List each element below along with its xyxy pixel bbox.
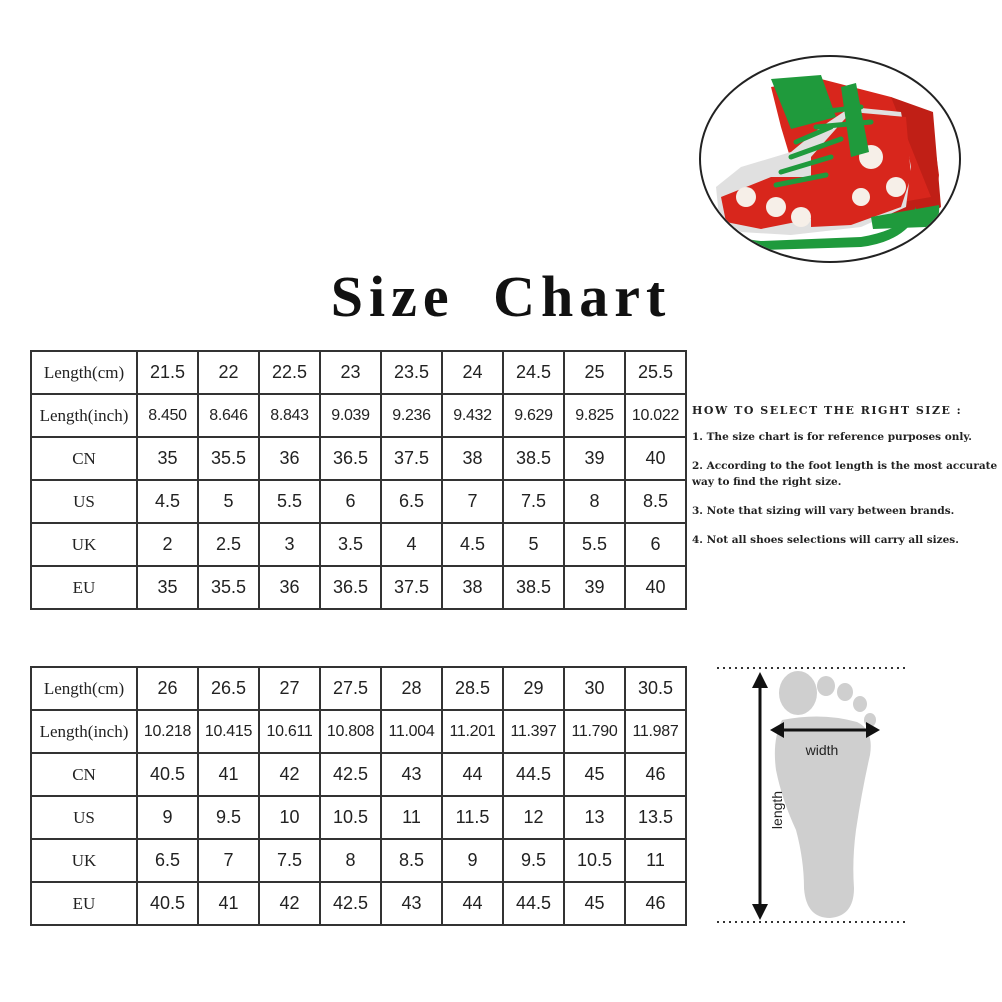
table-cell: 42.5 <box>320 753 381 796</box>
table-cell: 30.5 <box>625 667 686 710</box>
table-cell: 22.5 <box>259 351 320 394</box>
table-cell: 9.825 <box>564 394 625 437</box>
table-cell: 45 <box>564 753 625 796</box>
table-cell: 46 <box>625 753 686 796</box>
table-cell: 6.5 <box>381 480 442 523</box>
table-cell: 10.808 <box>320 710 381 753</box>
table-cell: 44.5 <box>503 882 564 925</box>
table-cell: 35 <box>137 437 198 480</box>
table-cell: 9.5 <box>198 796 259 839</box>
table-cell: 9.629 <box>503 394 564 437</box>
table-cell: 5 <box>198 480 259 523</box>
table-cell: 21.5 <box>137 351 198 394</box>
table-cell: 39 <box>564 566 625 609</box>
table-cell: 9.236 <box>381 394 442 437</box>
table-cell: 9 <box>137 796 198 839</box>
table-cell: 9.039 <box>320 394 381 437</box>
table-cell: 6 <box>320 480 381 523</box>
table-cell: 9.5 <box>503 839 564 882</box>
table-cell: 3.5 <box>320 523 381 566</box>
table-cell: 4 <box>381 523 442 566</box>
instruction-item: 1. The size chart is for reference purposes only. <box>692 431 972 443</box>
table-cell: 43 <box>381 882 442 925</box>
table-cell: 11.397 <box>503 710 564 753</box>
row-header: US <box>31 480 137 523</box>
table-cell: 11.987 <box>625 710 686 753</box>
table-cell: 7.5 <box>259 839 320 882</box>
table-cell: 40 <box>625 437 686 480</box>
row-header: CN <box>31 753 137 796</box>
table-cell: 42 <box>259 753 320 796</box>
row-header: EU <box>31 566 137 609</box>
width-label: width <box>805 742 839 758</box>
row-header: Length(inch) <box>31 394 137 437</box>
table-cell: 11.004 <box>381 710 442 753</box>
table-cell: 45 <box>564 882 625 925</box>
table-cell: 28.5 <box>442 667 503 710</box>
table-row <box>31 523 686 566</box>
table-cell: 30 <box>564 667 625 710</box>
table-cell: 11 <box>625 839 686 882</box>
table-cell: 44 <box>442 882 503 925</box>
table-row <box>31 753 686 796</box>
size-table-large <box>30 666 687 926</box>
table-cell: 10.022 <box>625 394 686 437</box>
size-table-small <box>30 350 687 610</box>
table-cell: 8.5 <box>381 839 442 882</box>
table-cell: 10.611 <box>259 710 320 753</box>
table-cell: 38 <box>442 566 503 609</box>
table-cell: 8.646 <box>198 394 259 437</box>
table-cell: 36.5 <box>320 437 381 480</box>
table-cell: 13.5 <box>625 796 686 839</box>
table-cell: 3 <box>259 523 320 566</box>
table-cell: 38 <box>442 437 503 480</box>
table-cell: 39 <box>564 437 625 480</box>
table-cell: 9.432 <box>442 394 503 437</box>
table-cell: 44 <box>442 753 503 796</box>
table-cell: 10.415 <box>198 710 259 753</box>
instruction-item: 4. Not all shoes selections will carry all sizes. <box>692 534 959 546</box>
table-cell: 6.5 <box>137 839 198 882</box>
table-cell: 5.5 <box>259 480 320 523</box>
table-cell: 8.5 <box>625 480 686 523</box>
table-cell: 29 <box>503 667 564 710</box>
table-cell: 40.5 <box>137 753 198 796</box>
table-cell: 41 <box>198 882 259 925</box>
table-cell: 37.5 <box>381 437 442 480</box>
table-cell: 11.5 <box>442 796 503 839</box>
table-cell: 8.843 <box>259 394 320 437</box>
table-cell: 8 <box>564 480 625 523</box>
table-cell: 40.5 <box>137 882 198 925</box>
table-row <box>31 839 686 882</box>
footprint-icon <box>775 671 876 918</box>
table-cell: 24 <box>442 351 503 394</box>
table-cell: 10.218 <box>137 710 198 753</box>
table-row <box>31 882 686 925</box>
table-cell: 46 <box>625 882 686 925</box>
table-cell: 35.5 <box>198 566 259 609</box>
product-image <box>699 55 961 263</box>
table-cell: 11.790 <box>564 710 625 753</box>
row-header: EU <box>31 882 137 925</box>
table-cell: 11 <box>381 796 442 839</box>
table-row <box>31 796 686 839</box>
table-cell: 36.5 <box>320 566 381 609</box>
table-cell: 4.5 <box>137 480 198 523</box>
instruction-item: 3. Note that sizing will vary between brands. <box>692 505 955 517</box>
table-cell: 26 <box>137 667 198 710</box>
table-cell: 8.450 <box>137 394 198 437</box>
row-header: Length(inch) <box>31 710 137 753</box>
length-label: length <box>769 790 785 830</box>
row-header: Length(cm) <box>31 667 137 710</box>
table-cell: 22 <box>198 351 259 394</box>
table-cell: 2 <box>137 523 198 566</box>
page-title: Size Chart <box>330 264 672 329</box>
boots-illustration <box>701 57 959 261</box>
table-cell: 27 <box>259 667 320 710</box>
table-row <box>31 667 686 710</box>
instruction-item: 2. According to the foot length is the most accurate way to find the right size. <box>692 460 998 488</box>
table-cell: 12 <box>503 796 564 839</box>
foot-measurement-diagram <box>712 660 912 930</box>
table-row <box>31 710 686 753</box>
table-row <box>31 437 686 480</box>
row-header: CN <box>31 437 137 480</box>
table-cell: 28 <box>381 667 442 710</box>
row-header: Length(cm) <box>31 351 137 394</box>
table-cell: 42 <box>259 882 320 925</box>
table-cell: 2.5 <box>198 523 259 566</box>
table-cell: 7.5 <box>503 480 564 523</box>
table-cell: 23.5 <box>381 351 442 394</box>
table-cell: 7 <box>442 480 503 523</box>
table-cell: 35.5 <box>198 437 259 480</box>
table-cell: 36 <box>259 437 320 480</box>
table-cell: 10.5 <box>320 796 381 839</box>
table-cell: 7 <box>198 839 259 882</box>
table-cell: 41 <box>198 753 259 796</box>
table-cell: 36 <box>259 566 320 609</box>
table-cell: 8 <box>320 839 381 882</box>
table-row <box>31 480 686 523</box>
sizing-instructions <box>692 404 998 561</box>
table-cell: 9 <box>442 839 503 882</box>
row-header: UK <box>31 523 137 566</box>
table-cell: 6 <box>625 523 686 566</box>
table-cell: 5.5 <box>564 523 625 566</box>
table-cell: 5 <box>503 523 564 566</box>
table-cell: 4.5 <box>442 523 503 566</box>
table-row <box>31 394 686 437</box>
table-cell: 13 <box>564 796 625 839</box>
table-cell: 11.201 <box>442 710 503 753</box>
table-cell: 44.5 <box>503 753 564 796</box>
table-cell: 43 <box>381 753 442 796</box>
table-cell: 37.5 <box>381 566 442 609</box>
table-cell: 38.5 <box>503 437 564 480</box>
instructions-heading: HOW TO SELECT THE RIGHT SIZE : <box>692 404 963 417</box>
table-cell: 38.5 <box>503 566 564 609</box>
table-cell: 10.5 <box>564 839 625 882</box>
table-cell: 25 <box>564 351 625 394</box>
table-cell: 40 <box>625 566 686 609</box>
table-cell: 35 <box>137 566 198 609</box>
table-cell: 26.5 <box>198 667 259 710</box>
row-header: US <box>31 796 137 839</box>
table-cell: 27.5 <box>320 667 381 710</box>
table-cell: 23 <box>320 351 381 394</box>
table-cell: 24.5 <box>503 351 564 394</box>
table-cell: 10 <box>259 796 320 839</box>
table-cell: 42.5 <box>320 882 381 925</box>
row-header: UK <box>31 839 137 882</box>
table-row <box>31 566 686 609</box>
table-row <box>31 351 686 394</box>
table-cell: 25.5 <box>625 351 686 394</box>
